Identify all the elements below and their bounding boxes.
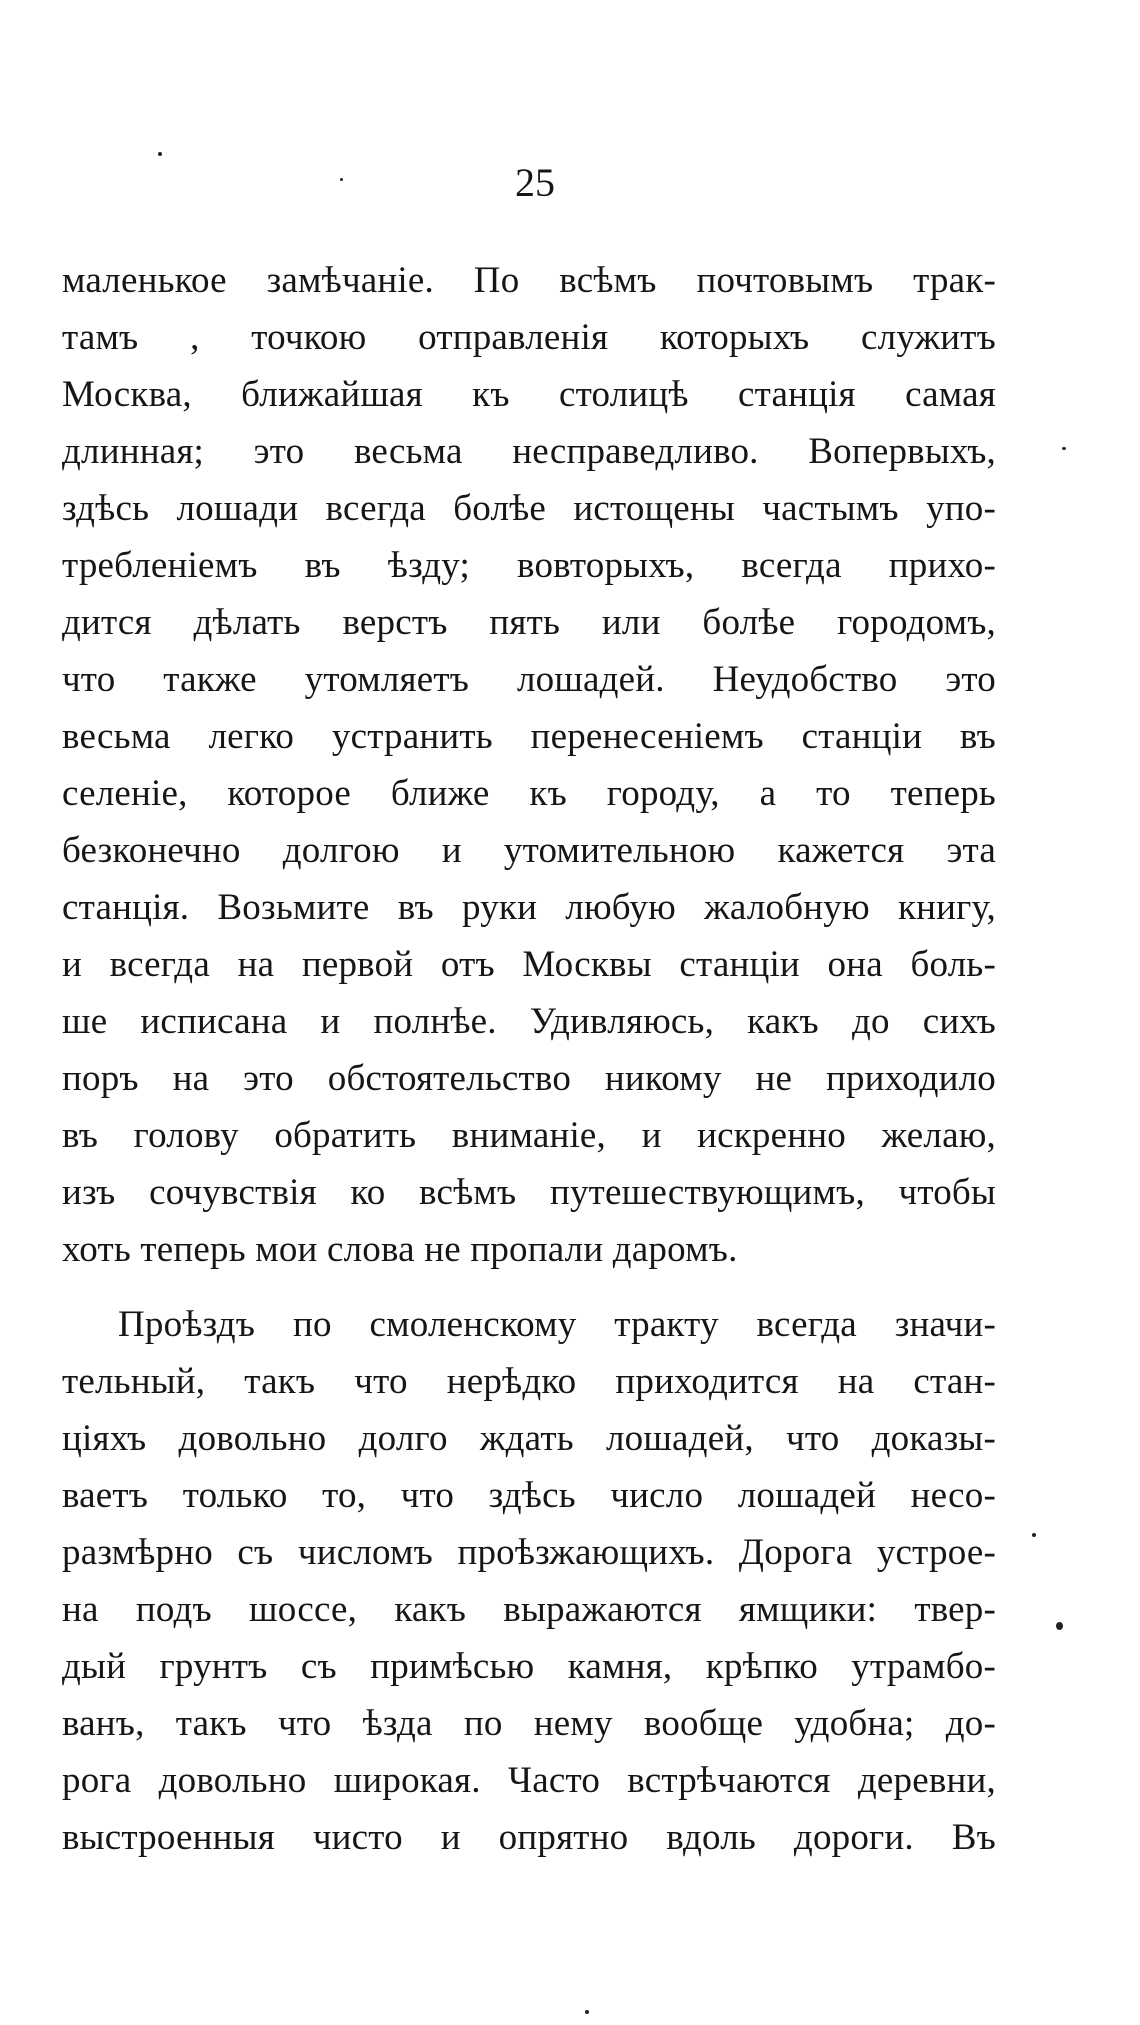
scan-speck [340,178,343,181]
text-line: селеніе, которое ближе къ городу, а то теперь [62,773,996,814]
text-line: маленькое замѣчаніе. По всѣмъ почтовымъ трак- [62,260,996,301]
text-line: ціяхъ довольно долго ждать лошадей, что доказы- [62,1418,996,1459]
body-text [62,252,996,1866]
text-line: станція. Возьмите въ руки любую жалобную книгу, [62,887,996,928]
scan-speck [1062,447,1066,450]
scan-speck [158,152,162,156]
text-line: дый грунтъ съ примѣсью камня, крѣпко утрамбо- [62,1646,996,1687]
text-line: въ голову обратить вниманіе, и искренно желаю, [62,1115,996,1156]
text-line: требленіемъ въ ѣзду; вовторыхъ, всегда прихо- [62,545,996,586]
text-line: длинная; это весьма несправедливо. Вопервыхъ, [62,431,996,472]
scan-speck [585,2010,589,2014]
text-line: ванъ, такъ что ѣзда по нему вообще удобна; до- [62,1703,996,1744]
scan-speck [1032,1533,1036,1537]
scan-speck [1056,1622,1063,1630]
text-line: изъ сочувствія ко всѣмъ путешествующимъ, чтобы [62,1172,996,1213]
page-number: 25 [515,160,555,205]
text-line: дится дѣлать верстъ пять или болѣе городомъ, [62,602,996,643]
text-line: Москва, ближайшая къ столицѣ станція самая [62,374,996,415]
text-line: и всегда на первой отъ Москвы станціи она боль- [62,944,996,985]
text-line: выстроенныя чисто и опрятно вдоль дороги. Въ [62,1817,996,1858]
text-line: тельный, такъ что нерѣдко приходится на стан- [62,1361,996,1402]
text-line: безконечно долгою и утомительною кажется эта [62,830,996,871]
text-line: весьма легко устранить перенесеніемъ станціи въ [62,716,996,757]
text-line: рога довольно широкая. Часто встрѣчаются деревни, [62,1760,996,1801]
text-line: на подъ шоссе, какъ выражаются ямщики: твер- [62,1589,996,1630]
paragraph-1 [62,252,996,1278]
text-line: ше исписана и полнѣе. Удивляюсь, какъ до сихъ [62,1001,996,1042]
text-line: Проѣздъ по смоленскому тракту всегда значи- [118,1304,996,1345]
text-line: поръ на это обстоятельство никому не приходило [62,1058,996,1099]
text-line: хоть теперь мои слова не пропали даромъ. [62,1229,738,1270]
text-line: ваетъ только то, что здѣсь число лошадей несо- [62,1475,996,1516]
paragraph-2 [62,1296,996,1866]
paragraph-gap [62,1278,996,1296]
text-line: тамъ , точкою отправленія которыхъ служитъ [62,317,996,358]
text-line: размѣрно съ числомъ проѣзжающихъ. Дорога устрое- [62,1532,996,1573]
text-line: здѣсь лошади всегда болѣе истощены частымъ упо- [62,488,996,529]
text-line: что также утомляетъ лошадей. Неудобство это [62,659,996,700]
